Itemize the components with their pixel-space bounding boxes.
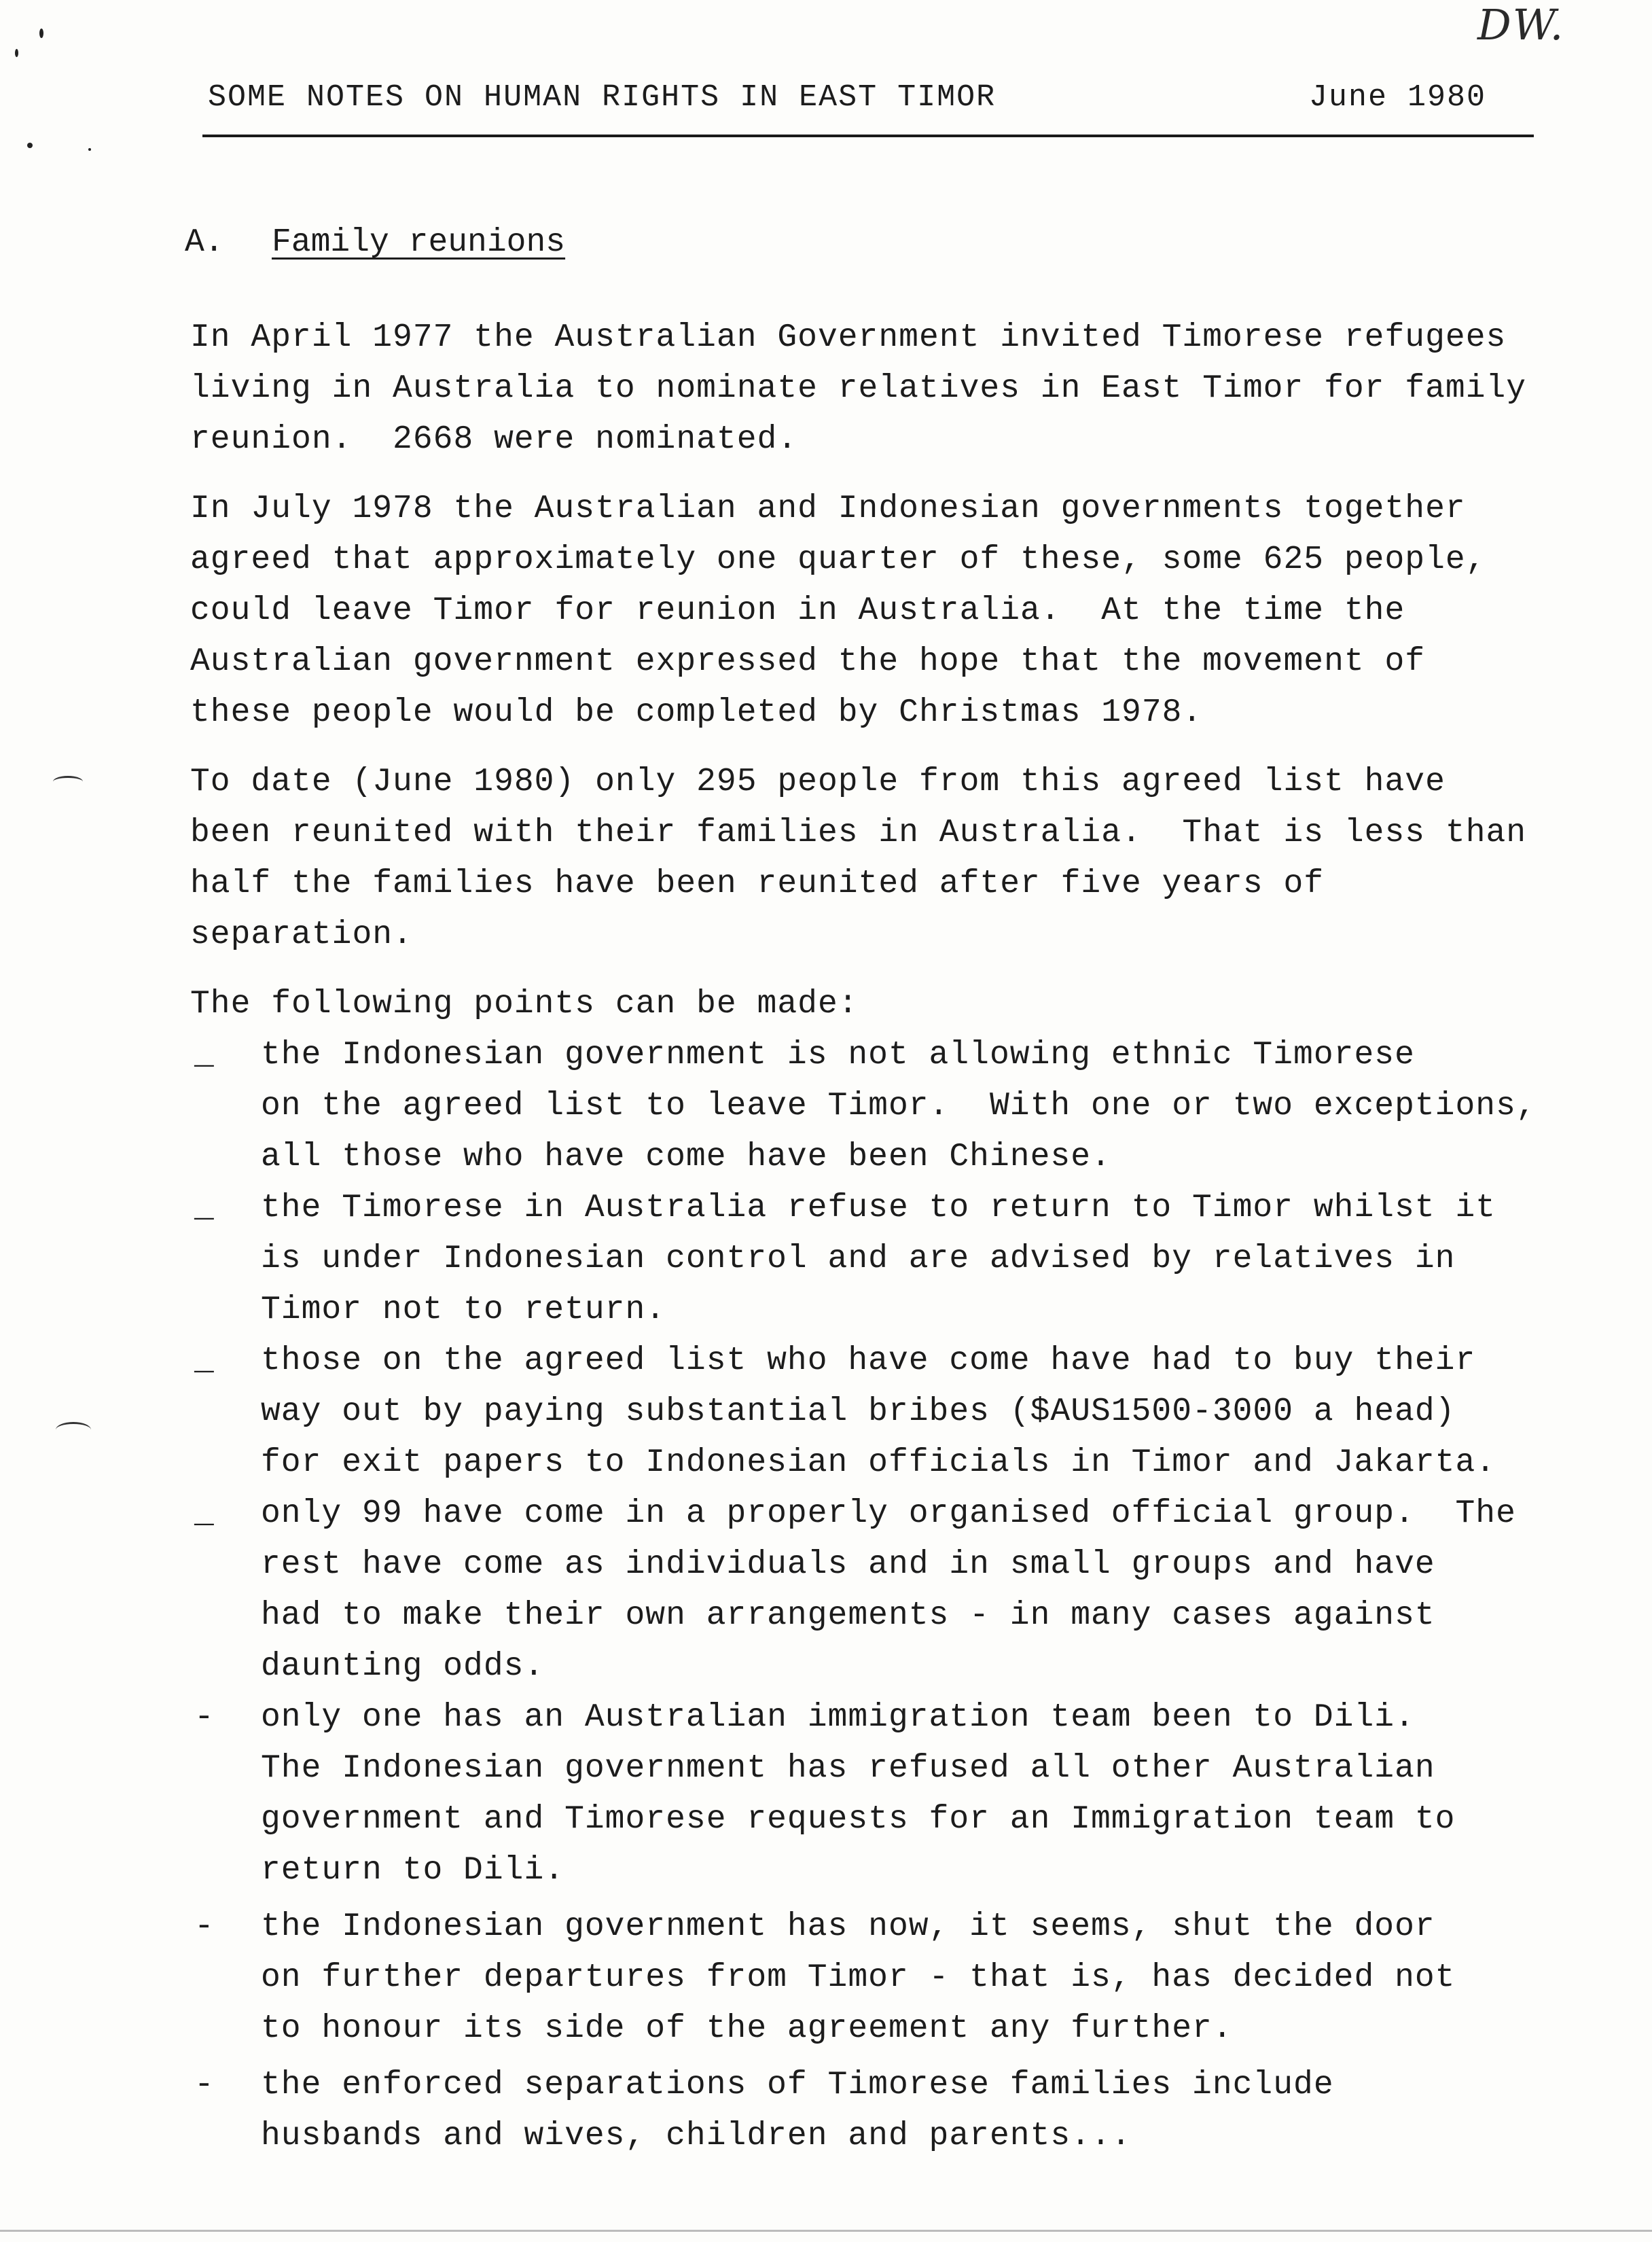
bullet-line: The Indonesian government has refused all other Australian (261, 1750, 1435, 1787)
bullet-line: to honour its side of the agreement any further. (261, 2010, 1233, 2047)
paragraph-line: Australian government expressed the hope that the movement of (190, 643, 1426, 680)
page-bottom-edge (0, 2230, 1652, 2232)
bullet-line: all those who have come have been Chinese. (261, 1139, 1111, 1175)
paragraph-line: been reunited with their families in Australia. That is less than (190, 815, 1527, 851)
margin-speck (27, 143, 33, 148)
bullet-line: daunting odds. (261, 1648, 545, 1685)
bullet-line: had to make their own arrangements - in many cases against (261, 1597, 1435, 1634)
points-intro: The following points can be made: (190, 986, 859, 1022)
bullet-line: Timor not to return. (261, 1292, 666, 1328)
section-heading (185, 224, 565, 261)
paragraph-line: could leave Timor for reunion in Australia. At the time the (190, 592, 1405, 629)
paragraph-line: separation. (190, 917, 413, 953)
bullet-line: the Indonesian government has now, it seems, shut the door (261, 1908, 1435, 1945)
margin-mark (53, 776, 83, 787)
document-date: June 1980 (1308, 80, 1486, 115)
paragraph-line: half the families have been reunited after five years of (190, 866, 1325, 902)
bullet-line: for exit papers to Indonesian officials in Timor and Jakarta. (261, 1444, 1496, 1481)
margin-speck (15, 49, 18, 57)
bullet-dash: _ (194, 1037, 214, 1073)
document-header (202, 80, 1534, 137)
paragraph-line: agreed that approximately one quarter of these, some 625 people, (190, 541, 1486, 578)
paragraph-line: living in Australia to nominate relatives in East Timor for family (190, 370, 1527, 407)
bullet-line: the enforced separations of Timorese families include (261, 2067, 1334, 2103)
bullet-line: way out by paying substantial bribes ($AUS1500-3000 a head) (261, 1393, 1456, 1430)
bullet-dash: - (194, 2067, 214, 2103)
paragraph-line: In April 1977 the Australian Government invited Timorese refugees (190, 319, 1507, 356)
paragraph-line: reunion. 2668 were nominated. (190, 421, 798, 458)
bullet-line: those on the agreed list who have come have had to buy their (261, 1342, 1476, 1379)
bullet-dash: - (194, 1699, 214, 1736)
bullet-dash: _ (194, 1190, 214, 1226)
bullet-line: only one has an Australian immigration team been to Dili. (261, 1699, 1415, 1736)
section-title: Family reunions (272, 224, 566, 261)
document-title: SOME NOTES ON HUMAN RIGHTS IN EAST TIMOR (208, 80, 996, 115)
bullet-line: return to Dili. (261, 1852, 565, 1889)
bullet-line: only 99 have come in a properly organised official group. The (261, 1495, 1516, 1532)
margin-mark (56, 1422, 91, 1438)
bullet-dash: _ (194, 1495, 214, 1532)
margin-speck (88, 148, 91, 151)
paragraph-line: To date (June 1980) only 295 people from this agreed list have (190, 764, 1446, 800)
bullet-line: on further departures from Timor - that is, has decided not (261, 1959, 1456, 1996)
section-number: A. (185, 224, 224, 261)
margin-speck (39, 29, 43, 38)
handwritten-initials: DW. (1477, 0, 1565, 50)
bullet-line: rest have come as individuals and in small groups and have (261, 1546, 1435, 1583)
bullet-dash: - (194, 1908, 214, 1945)
bullet-line: government and Timorese requests for an Immigration team to (261, 1801, 1456, 1838)
bullet-line: is under Indonesian control and are advised by relatives in (261, 1241, 1456, 1277)
bullet-line: husbands and wives, children and parents... (261, 2118, 1132, 2154)
paragraph-line: In July 1978 the Australian and Indonesian governments together (190, 491, 1466, 527)
bullet-line: on the agreed list to leave Timor. With one or two exceptions, (261, 1088, 1537, 1124)
paragraph-line: these people would be completed by Christmas 1978. (190, 694, 1203, 731)
bullet-line: the Timorese in Australia refuse to return to Timor whilst it (261, 1190, 1496, 1226)
bullet-line: the Indonesian government is not allowing ethnic Timorese (261, 1037, 1415, 1073)
bullet-dash: _ (194, 1342, 214, 1379)
